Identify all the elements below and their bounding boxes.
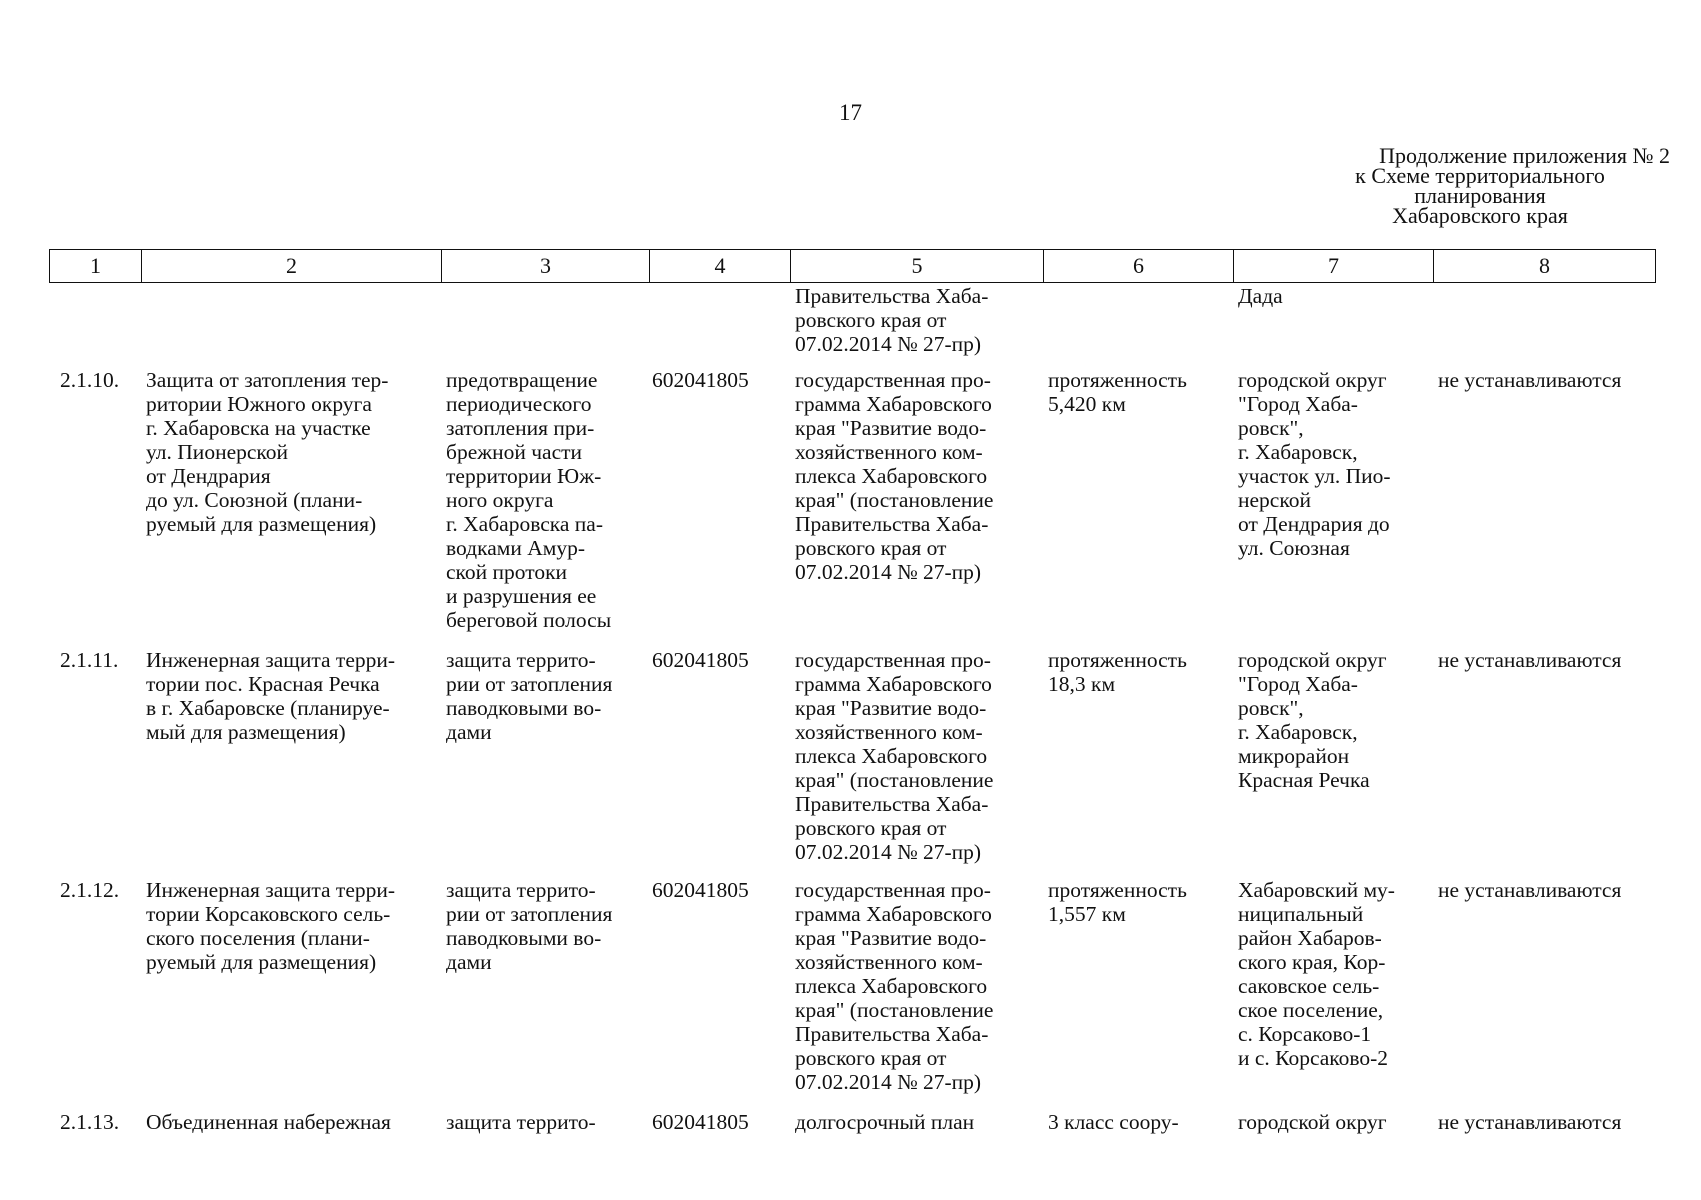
object-location-line: ского края, Кор- [1238,950,1386,974]
column-header-row [50,250,1656,283]
object-location-line: от Дендрария до [1238,512,1390,536]
object-purpose-line: предотвращение [446,368,598,392]
cell-object-code: 602041805 [652,368,749,392]
object-location-line: район Хабаров- [1238,926,1382,950]
object-purpose-line: водками Амур- [446,536,586,560]
legal-basis-line: 07.02.2014 № 27-пр) [795,1070,982,1094]
table-row [49,284,1655,364]
object-name-line: тории Корсаковского сель- [146,902,391,926]
object-characteristics-line: протяженность [1048,648,1187,672]
object-name-line: в г. Хабаровске (планируе- [146,696,390,720]
legal-basis-line: Правительства Хаба- [795,1022,989,1046]
object-location-line: г. Хабаровск, [1238,440,1358,464]
cell-object-name [146,878,395,974]
object-purpose-line: территории Юж- [446,464,602,488]
column-header-cell: 1 [50,250,142,283]
legal-basis-line: 07.02.2014 № 27-пр) [795,840,982,864]
legal-basis-line: государственная про- [795,878,991,902]
cell-object-location [1238,1110,1387,1134]
legal-basis-line: края" (постановление [795,488,994,512]
object-purpose-line: паводковыми во- [446,926,602,950]
object-location-line: Хабаровский му- [1238,878,1395,902]
object-location-line: городской округ [1238,368,1387,392]
cell-object-location [1238,878,1395,1070]
legal-basis-line: края" (постановление [795,998,994,1022]
cell-legal-basis [795,648,993,864]
legal-basis-line: хозяйственного ком- [795,720,983,744]
object-name-line: Инженерная защита терри- [146,648,396,672]
object-location-line: ровск", [1238,416,1304,440]
object-location-line: "Город Хаба- [1238,392,1358,416]
object-name-line: ритории Южного округа [146,392,372,416]
object-characteristics-line: 18,3 км [1048,672,1116,696]
object-characteristics-line: протяженность [1048,878,1187,902]
legal-basis-line: грамма Хабаровского [795,392,992,416]
object-name-line: Защита от затопления тер- [146,368,389,392]
appendix-note-line: Хабаровского края [1392,203,1568,228]
legal-basis-line: государственная про- [795,648,991,672]
cell-object-code: 602041805 [652,648,749,672]
cell-legal-basis [795,368,993,584]
legal-basis-line: ровского края от [795,816,947,840]
object-purpose-line: периодического [446,392,592,416]
table-row [49,878,1655,1106]
object-purpose-line: береговой полосы [446,608,612,632]
column-header-cell: 8 [1434,250,1656,283]
object-name-line: Инженерная защита терри- [146,878,396,902]
cell-legal-basis [795,878,993,1094]
cell-special-zones: не устанавливаются [1438,878,1622,902]
appendix-note-line: к Схеме территориального [1355,163,1605,188]
cell-object-name [146,648,395,744]
object-name-line: г. Хабаровска на участке [146,416,371,440]
legal-basis-line: 07.02.2014 № 27-пр) [795,560,982,584]
object-purpose-line: г. Хабаровска па- [446,512,604,536]
object-characteristics-line: 1,557 км [1048,902,1126,926]
cell-object-characteristics [1048,368,1187,416]
legal-basis-line: плекса Хабаровского [795,974,988,998]
cell-row-number: 2.1.12. [60,878,120,902]
cell-object-code: 602041805 [652,878,749,902]
object-location-line: городской округ [1238,1110,1387,1134]
object-location-line: нерской [1238,488,1311,512]
legal-basis-line: хозяйственного ком- [795,440,983,464]
object-name-line: мый для размещения) [146,720,346,744]
object-name-line: до ул. Союзной (плани- [146,488,363,512]
cell-object-characteristics [1048,648,1187,696]
object-purpose-line: рии от затопления [446,672,613,696]
column-header-cell: 4 [650,250,791,283]
column-header-cell: 3 [442,250,650,283]
legal-basis-line: ровского края от [795,308,947,332]
appendix-note-line: Продолжение приложения № 2 [1379,143,1670,168]
legal-basis-line: края "Развитие водо- [795,926,987,950]
table-row [49,1110,1655,1150]
cell-object-name [146,1110,391,1134]
object-purpose-line: дами [446,720,492,744]
column-header-cell: 7 [1234,250,1434,283]
cell-object-purpose [446,648,612,744]
cell-special-zones: не устанавливаются [1438,648,1622,672]
legal-basis-line: ровского края от [795,536,947,560]
column-header-cell: 5 [791,250,1044,283]
object-location-line: г. Хабаровск, [1238,720,1358,744]
legal-basis-line: края" (постановление [795,768,994,792]
object-characteristics-line: 5,420 км [1048,392,1126,416]
object-purpose-line: дами [446,950,492,974]
object-purpose-line: защита террито- [446,648,596,672]
legal-basis-line: 07.02.2014 № 27-пр) [795,332,982,356]
object-location-line: городской округ [1238,648,1387,672]
object-characteristics-line: протяженность [1048,368,1187,392]
table-row [49,648,1655,874]
object-name-line: Объединенная набережная [146,1110,391,1134]
object-location-line: Дада [1238,284,1283,308]
legal-basis-line: плекса Хабаровского [795,464,988,488]
object-name-line: ул. Пионерской [146,440,289,464]
object-purpose-line: защита террито- [446,1110,596,1134]
cell-object-purpose [446,368,611,632]
object-purpose-line: ного округа [446,488,554,512]
cell-special-zones: не устанавливаются [1438,368,1622,392]
object-location-line: ул. Союзная [1238,536,1350,560]
object-location-line: с. Корсаково-1 [1238,1022,1372,1046]
object-location-line: "Город Хаба- [1238,672,1358,696]
object-location-line: ниципальный [1238,902,1364,926]
cell-special-zones: не устанавливаются [1438,1110,1622,1134]
object-characteristics-line: 3 класс соору- [1048,1110,1179,1134]
column-header-cell: 6 [1044,250,1234,283]
cell-object-purpose [446,1110,596,1134]
object-purpose-line: рии от затопления [446,902,613,926]
legal-basis-line: ровского края от [795,1046,947,1070]
legal-basis-line: плекса Хабаровского [795,744,988,768]
object-name-line: руемый для размещения) [146,950,377,974]
cell-legal-basis [795,284,988,356]
cell-object-location [1238,284,1283,308]
cell-row-number: 2.1.11. [60,648,119,672]
object-purpose-line: защита террито- [446,878,596,902]
object-location-line: саковское сель- [1238,974,1380,998]
cell-object-characteristics [1048,1110,1179,1134]
object-location-line: микрорайон [1238,744,1350,768]
cell-object-location [1238,648,1387,792]
legal-basis-line: края "Развитие водо- [795,416,987,440]
legal-basis-line: Правительства Хаба- [795,512,989,536]
object-name-line: ского поселения (плани- [146,926,370,950]
cell-object-code: 602041805 [652,1110,749,1134]
object-name-line: от Дендрария [146,464,271,488]
column-header-cell: 2 [142,250,442,283]
legal-basis-line: грамма Хабаровского [795,672,992,696]
cell-row-number: 2.1.13. [60,1110,120,1134]
legal-basis-line: грамма Хабаровского [795,902,992,926]
appendix-note-line: планирования [1414,183,1546,208]
object-name-line: руемый для размещения) [146,512,377,536]
cell-legal-basis [795,1110,974,1134]
legal-basis-line: края "Развитие водо- [795,696,987,720]
page-number: 17 [839,100,862,125]
legal-basis-line: Правительства Хаба- [795,284,989,308]
table-row [49,368,1655,644]
appendix-note [1290,143,1670,228]
cell-row-number: 2.1.10. [60,368,120,392]
object-location-line: ское поселение, [1238,998,1384,1022]
object-purpose-line: брежной части [446,440,583,464]
object-location-line: ровск", [1238,696,1304,720]
legal-basis-line: хозяйственного ком- [795,950,983,974]
object-purpose-line: затопления при- [446,416,595,440]
cell-object-name [146,368,388,536]
cell-object-location [1238,368,1391,560]
object-location-line: участок ул. Пио- [1238,464,1391,488]
object-name-line: тории пос. Красная Речка [146,672,380,696]
object-purpose-line: паводковыми во- [446,696,602,720]
object-location-line: Красная Речка [1238,768,1370,792]
column-header-table [49,249,1656,283]
cell-object-characteristics [1048,878,1187,926]
object-location-line: и с. Корсаково-2 [1238,1046,1389,1070]
legal-basis-line: Правительства Хаба- [795,792,989,816]
object-purpose-line: ской протоки [446,560,568,584]
legal-basis-line: государственная про- [795,368,991,392]
object-purpose-line: и разрушения ее [446,584,597,608]
legal-basis-line: долгосрочный план [795,1110,975,1134]
cell-object-purpose [446,878,612,974]
